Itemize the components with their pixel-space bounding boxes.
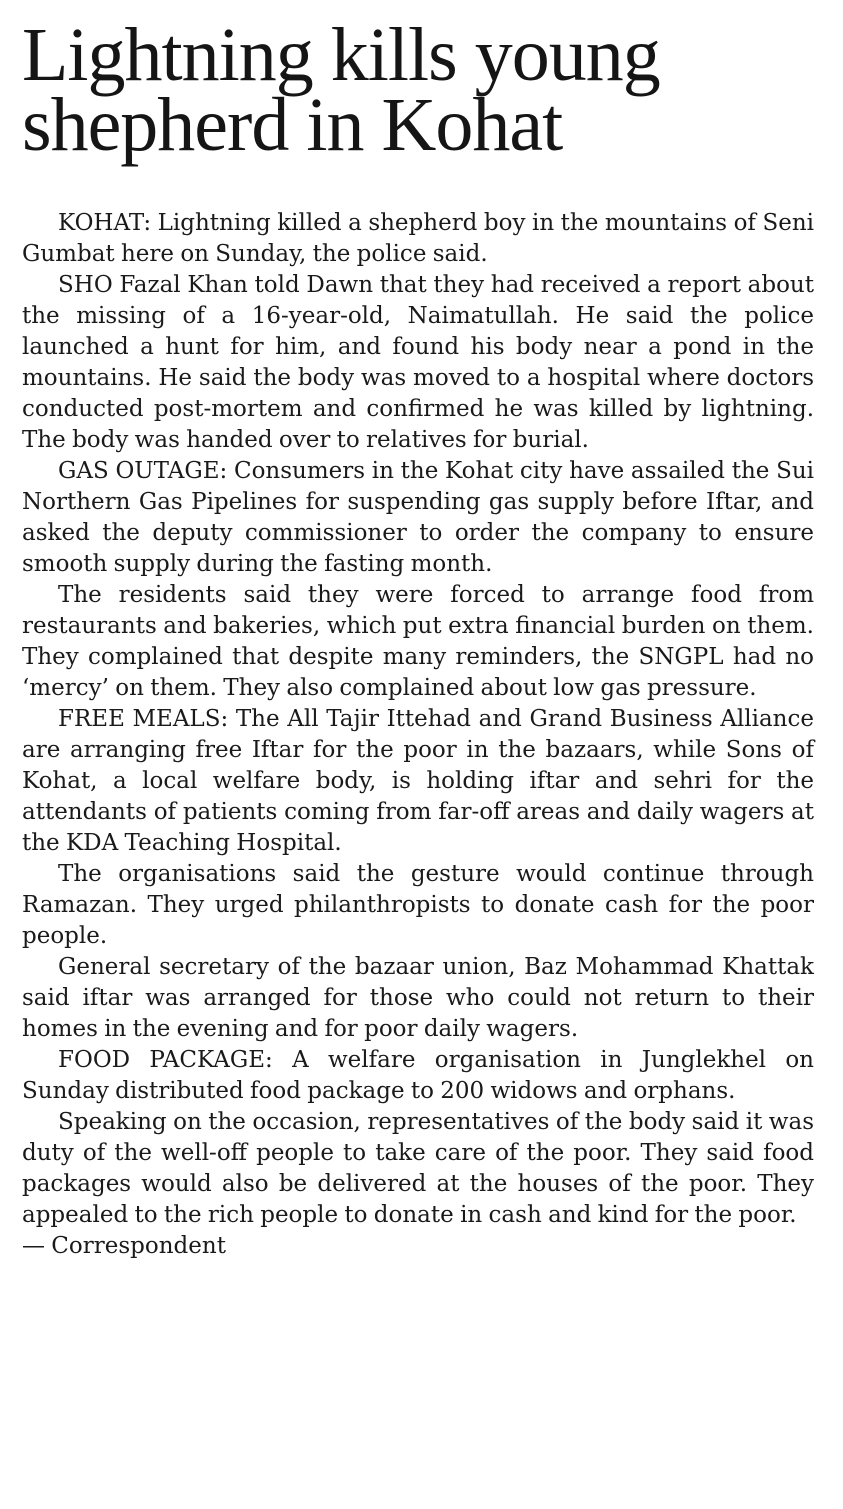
paragraph-sho-statement: SHO Fazal Khan told Dawn that they had received a report about the missing of a 16-year-old, Naimatullah. He said the police launched a hunt for him, and found his body near a pond in the mountains. He said the body was moved to a hospital where doctors conducted post-mortem and confirmed he was killed by lightning. The body was handed over to relatives for burial.	[22, 272, 814, 453]
paragraph-gas-outage: GAS OUTAGE: Consumers in the Kohat city have assailed the Sui Northern Gas Pipelines for suspending gas supply before Iftar, and asked the deputy commissioner to order the company to ensure smooth supply during the fasting month.	[22, 458, 814, 577]
headline: Lightning kills young shepherd in Kohat	[22, 13, 660, 167]
paragraph-free-meals: FREE MEALS: The All Tajir Ittehad and Grand Business Alliance are arranging free Iftar for the poor in the bazaars, while Sons of Kohat, a local welfare body, is holding iftar and sehri for the attendants of patients coming from far-off areas and daily wagers at the KDA Teaching Hospital.	[22, 706, 814, 856]
paragraph-general-secretary: General secretary of the bazaar union, Baz Mohammad Khattak said iftar was arranged for those who could not return to their homes in the evening and for poor daily wagers.	[22, 954, 814, 1042]
paragraph-residents: The residents said they were forced to arrange food from restaurants and bakeries, which put extra financial burden on them. They complained that despite many reminders, the SNGPL had no ‘mercy’ on them. They also complained about low gas pressure.	[22, 582, 814, 701]
byline: — Correspondent	[22, 1233, 226, 1259]
paragraph-speaking: Speaking on the occasion, representatives of the body said it was duty of the well-off people to take care of the poor. They said food packages would also be delivered at the houses of the poor. They appealed to the rich people to donate in cash and kind for the poor.	[22, 1109, 814, 1228]
news-article	[22, 13, 814, 1262]
paragraph-organisations: The organisations said the gesture would continue through Ramazan. They urged philanthropists to donate cash for the poor people.	[22, 861, 814, 949]
paragraph-dateline: KOHAT: Lightning killed a shepherd boy in the mountains of Seni Gumbat here on Sunday, the police said.	[22, 210, 814, 267]
paragraph-food-package: FOOD PACKAGE: A welfare organisation in Junglekhel on Sunday distributed food package to 200 widows and orphans.	[22, 1047, 814, 1104]
article-body	[22, 208, 814, 1262]
